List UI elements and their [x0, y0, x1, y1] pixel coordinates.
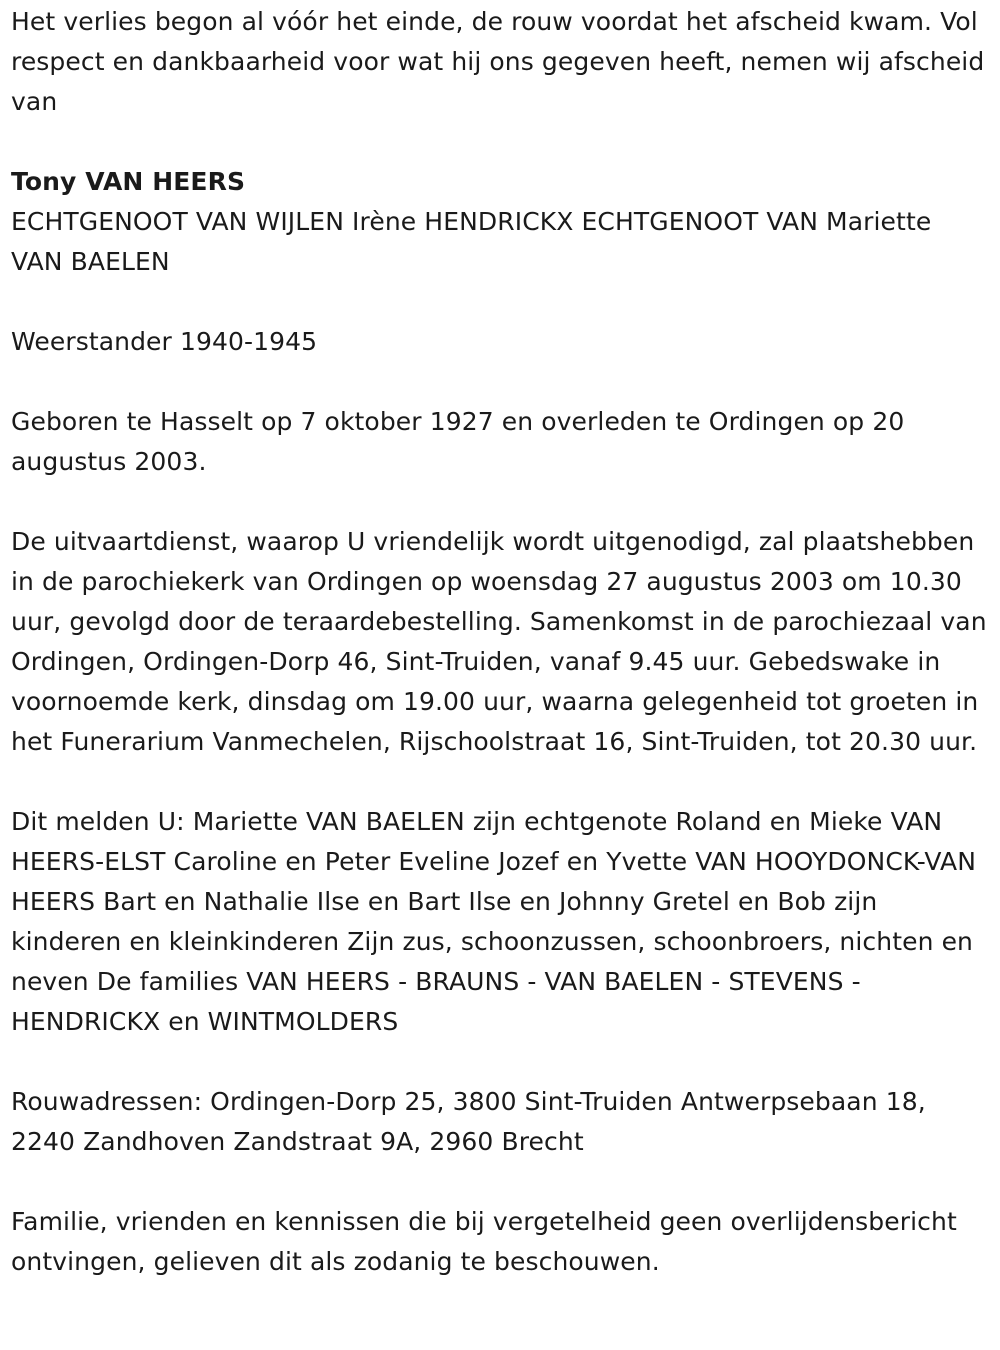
resistance-paragraph: Weerstander 1940-1945 — [11, 327, 318, 356]
intro-paragraph: Het verlies begon al vóór het einde, de rouw voordat het afscheid kwam. Vol respect en dankbaarheid voor wat hij ons gegeven heeft, nemen wij afscheid van — [11, 7, 985, 116]
mourning-addresses-paragraph: Rouwadressen: Ordingen-Dorp 25, 3800 Sint-Truiden Antwerpsebaan 18, 2240 Zandhoven Zandstraat 9A, 2960 Brecht — [11, 1087, 926, 1156]
closing-paragraph: Familie, vrienden en kennissen die bij vergetelheid geen overlijdensbericht ontvingen, gelieven dit als zodanig te beschouwen. — [11, 1207, 957, 1276]
announcers-paragraph: Dit melden U: Mariette VAN BAELEN zijn echtgenote Roland en Mieke VAN HEERS-ELST Caroline en Peter Eveline Jozef en Yvette VAN HOOYDONCK-VAN HEERS Bart en Nathalie Ilse en Bart Ilse en Johnny Gretel en Bob zijn kinderen en kleinkinderen Zijn zus, schoonzussen, schoonbroers, nichten en neven De families VAN HEERS - BRAUNS - VAN BAELEN - STEVENS - HENDRICKX en WINTMOLDERS — [11, 807, 977, 1036]
deceased-name: Tony VAN HEERS — [11, 167, 246, 196]
service-paragraph: De uitvaartdienst, waarop U vriendelijk wordt uitgenodigd, zal plaatshebben in de parochiekerk van Ordingen op woensdag 27 augustus 2003 om 10.30 uur, gevolgd door de teraardebestelling. Samenkomst in de parochiezaal van Ordingen, Ordingen-Dorp 46, Sint-Truiden, vanaf 9.45 uur. Gebedswake in voornoemde kerk, dinsdag om 19.00 uur, waarna gelegenheid tot groeten in het Funerarium Vanmechelen, Rijschoolstraat 16, Sint-Truiden, tot 20.30 uur. — [11, 527, 987, 756]
birth-death-paragraph: Geboren te Hasselt op 7 oktober 1927 en overleden te Ordingen op 20 augustus 2003. — [11, 407, 905, 476]
relations-paragraph: ECHTGENOOT VAN WIJLEN Irène HENDRICKX ECHTGENOOT VAN Mariette VAN BAELEN — [11, 207, 932, 276]
